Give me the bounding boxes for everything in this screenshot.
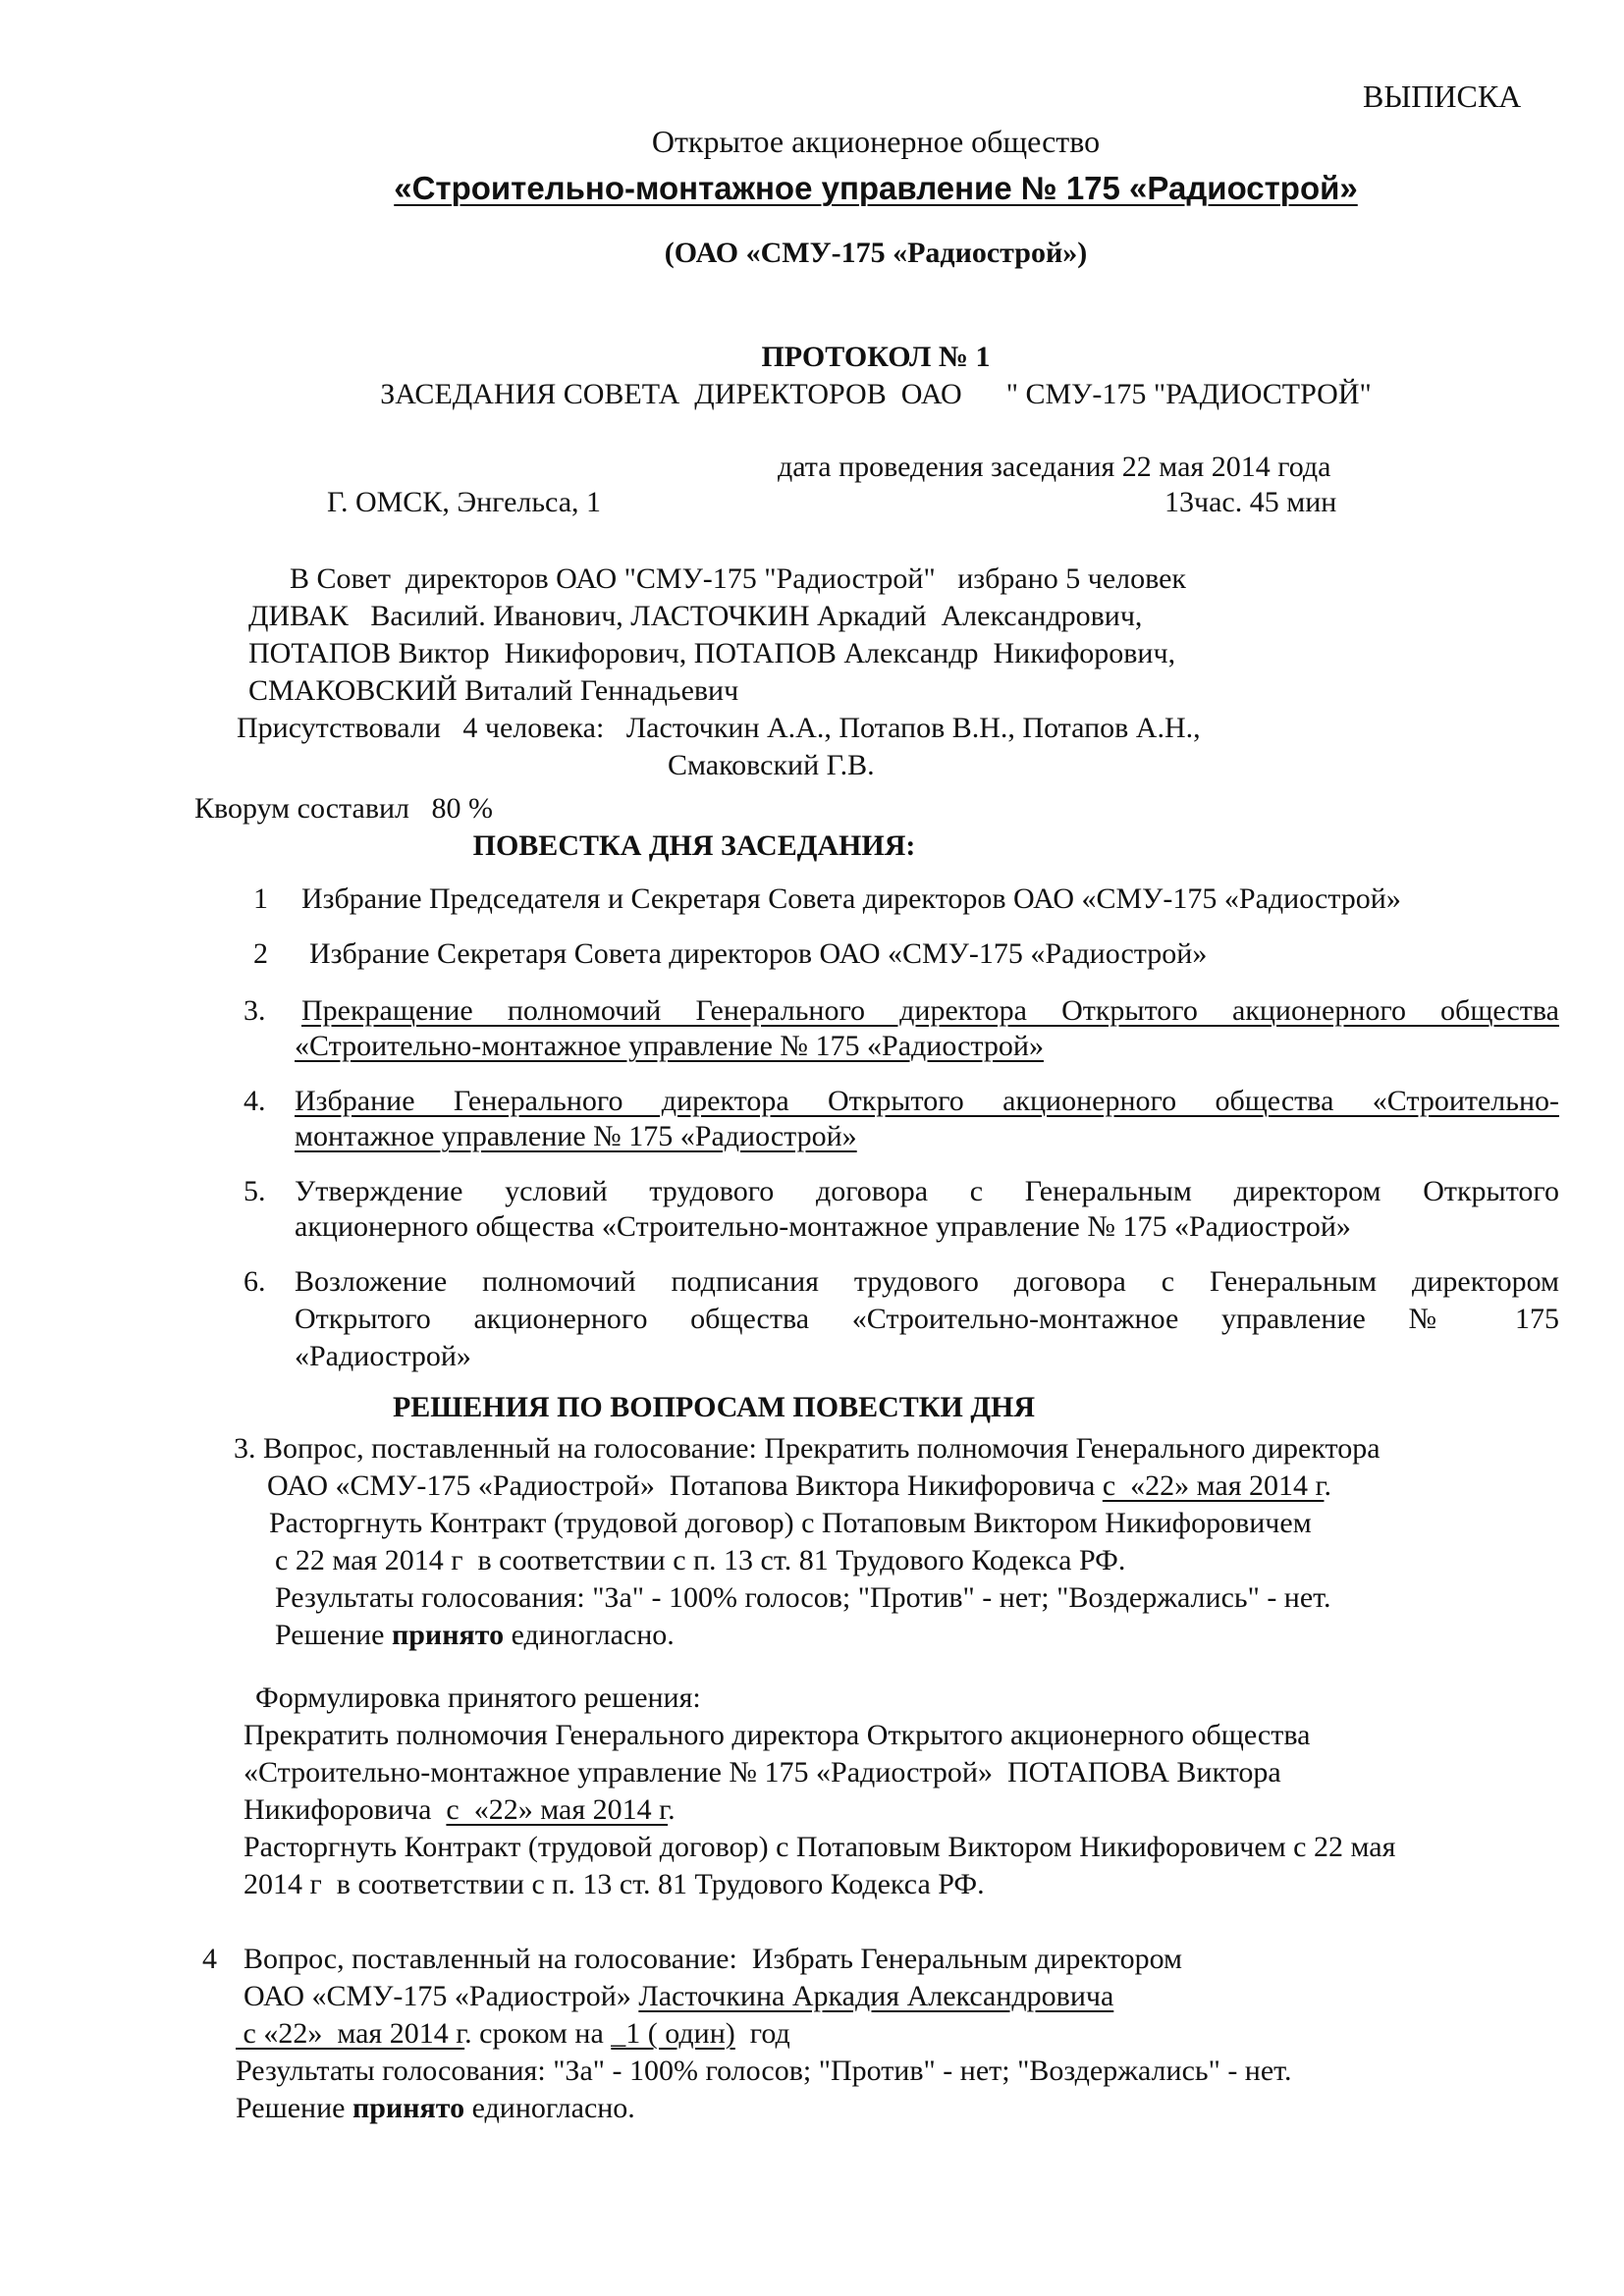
agenda-item-text: Избрание Председателя и Секретаря Совета директоров ОАО «СМУ-175 «Радиострой»: [301, 882, 1401, 915]
present-members: Присутствовали 4 человека: Ласточкин А.А., Потапов В.Н., Потапов А.Н.,: [237, 712, 1201, 744]
meeting-place: Г. ОМСК, Энгельса, 1: [327, 486, 602, 518]
q3-decision-label: Решение: [275, 1619, 392, 1651]
agenda-item-text: Избрание Секретаря Совета директоров ОАО «СМУ-175 «Радиострой»: [309, 937, 1208, 970]
agenda-item-text: Возложение полномочий подписания трудового договора с Генеральным директором: [295, 1265, 1559, 1298]
q3-question-cont: [267, 1468, 1331, 1504]
q3-vote-results: Результаты голосования: "За" - 100% голосов; "Против" - нет; "Воздержались" - нет.: [275, 1581, 1331, 1614]
q4-number: 4: [202, 1943, 217, 1975]
wording-line: 2014 г в соответствии с п. 13 ст. 81 Трудового Кодекса РФ.: [244, 1868, 985, 1900]
meeting-time: 13час. 45 мин: [1164, 486, 1337, 518]
q4-candidate: Ласточкина Аркадия Александровича: [638, 1980, 1114, 2012]
meeting-date: дата проведения заседания 22 мая 2014 года: [778, 451, 1331, 483]
present-members-cont: Смаковский Г.В.: [668, 749, 875, 781]
q4-question: Вопрос, поставленный на голосование: Избрать Генеральным директором: [244, 1943, 1183, 1975]
wording-date: с «22» мая 2014 г: [446, 1793, 669, 1826]
agenda-item-number: 2: [253, 937, 268, 970]
q4-question-cont: [244, 1979, 1113, 2014]
protocol-subtitle: ЗАСЕДАНИЯ СОВЕТА ДИРЕКТОРОВ ОАО " СМУ-175 "РАДИОСТРОЙ": [380, 378, 1372, 410]
extract-stamp: ВЫПИСКА: [1363, 79, 1522, 114]
board-members-line-1: ДИВАК Василий. Иванович, ЛАСТОЧКИН Аркадий Александрович,: [248, 600, 1143, 632]
wording-dot: .: [668, 1793, 676, 1826]
quorum: Кворум составил 80 %: [194, 792, 494, 825]
org-type: Открытое акционерное общество: [651, 124, 1101, 159]
agenda-item-number: 6.: [244, 1265, 266, 1298]
q4-term-unit: год: [734, 2017, 790, 2050]
q4-term-value: _1 ( один): [611, 2017, 735, 2050]
q3-decision: [275, 1618, 675, 1653]
agenda-item-text: Утверждение условий трудового договора с Генеральным директором Открытого: [295, 1175, 1559, 1207]
agenda-item-text: «Радиострой»: [295, 1340, 471, 1372]
decisions-title: РЕШЕНИЯ ПО ВОПРОСАМ ПОВЕСТКИ ДНЯ: [392, 1391, 1036, 1423]
q3-decision-status: принято: [391, 1619, 505, 1651]
agenda-item-number: 3.: [244, 994, 266, 1027]
q4-decision-status: принято: [352, 2092, 465, 2124]
agenda-item-number: 4.: [244, 1085, 266, 1117]
q3-decision-unanimous: единогласно.: [504, 1619, 675, 1651]
q4-decision-unanimous: единогласно.: [464, 2092, 635, 2124]
wording-line: «Строительно-монтажное управление № 175 «Радиострой» ПОТАПОВА Виктора: [244, 1756, 1281, 1789]
org-name: «Строительно-монтажное управление № 175 «Радиострой»: [394, 170, 1358, 206]
q4-start-date: с «22» мая 2014 г: [236, 2017, 465, 2050]
agenda-item-number: 1: [253, 882, 268, 915]
q3-question: 3. Вопрос, поставленный на голосование: Прекратить полномочия Генерального директора: [234, 1432, 1380, 1465]
q3-date: с «22» мая 2014 г: [1102, 1469, 1325, 1502]
q4-vote-results: Результаты голосования: "За" - 100% голосов; "Против" - нет; "Воздержались" - нет.: [236, 2055, 1292, 2087]
agenda-item-number: 5.: [244, 1175, 266, 1207]
q3-text: ОАО «СМУ-175 «Радиострой» Потапова Виктора Никифоровича: [267, 1469, 1103, 1502]
wording-line: [244, 1792, 676, 1828]
wording-text: Никифоровича: [244, 1793, 447, 1826]
board-members-line-3: СМАКОВСКИЙ Виталий Геннадьевич: [248, 674, 739, 707]
agenda-item-text: Прекращение полномочий Генерального директора Открытого акционерного общества: [301, 994, 1559, 1027]
agenda-item-text: Открытого акционерного общества «Строительно-монтажное управление № 175: [295, 1303, 1559, 1335]
q4-decision-label: Решение: [236, 2092, 352, 2124]
wording-line: Расторгнуть Контракт (трудовой договор) с Потаповым Виктором Никифоровичем с 22 мая: [244, 1831, 1396, 1863]
agenda-item-text: монтажное управление № 175 «Радиострой»: [295, 1120, 857, 1152]
q4-text: ОАО «СМУ-175 «Радиострой»: [244, 1980, 639, 2012]
wording-line: Прекратить полномочия Генерального директора Открытого акционерного общества: [244, 1719, 1311, 1751]
agenda-item-text: Избрание Генерального директора Открытого акционерного общества «Строительно-: [295, 1085, 1559, 1117]
wording-title: Формулировка принятого решения:: [255, 1682, 701, 1714]
q4-decision: [236, 2091, 635, 2126]
protocol-title: ПРОТОКОЛ № 1: [761, 341, 991, 373]
q3-dot: .: [1324, 1469, 1331, 1502]
q3-legal-basis: с 22 мая 2014 г в соответствии с п. 13 ст. 81 Трудового Кодекса РФ.: [275, 1544, 1126, 1576]
q3-terminate-contract: Расторгнуть Контракт (трудовой договор) с Потаповым Виктором Никифоровичем: [269, 1507, 1312, 1539]
agenda-title: ПОВЕСТКА ДНЯ ЗАСЕДАНИЯ:: [472, 829, 916, 862]
org-short-name: (ОАО «СМУ-175 «Радиострой»): [664, 237, 1088, 269]
board-composition: В Совет директоров ОАО "СМУ-175 "Радиострой" избрано 5 человек: [290, 562, 1186, 595]
q4-term-label: . сроком на: [464, 2017, 612, 2050]
agenda-item-text: «Строительно-монтажное управление № 175 «Радиострой»: [295, 1030, 1044, 1062]
agenda-item-text: акционерного общества «Строительно-монтажное управление № 175 «Радиострой»: [295, 1210, 1351, 1243]
q4-term: [236, 2016, 790, 2052]
board-members-line-2: ПОТАПОВ Виктор Никифорович, ПОТАПОВ Александр Никифорович,: [248, 637, 1176, 669]
